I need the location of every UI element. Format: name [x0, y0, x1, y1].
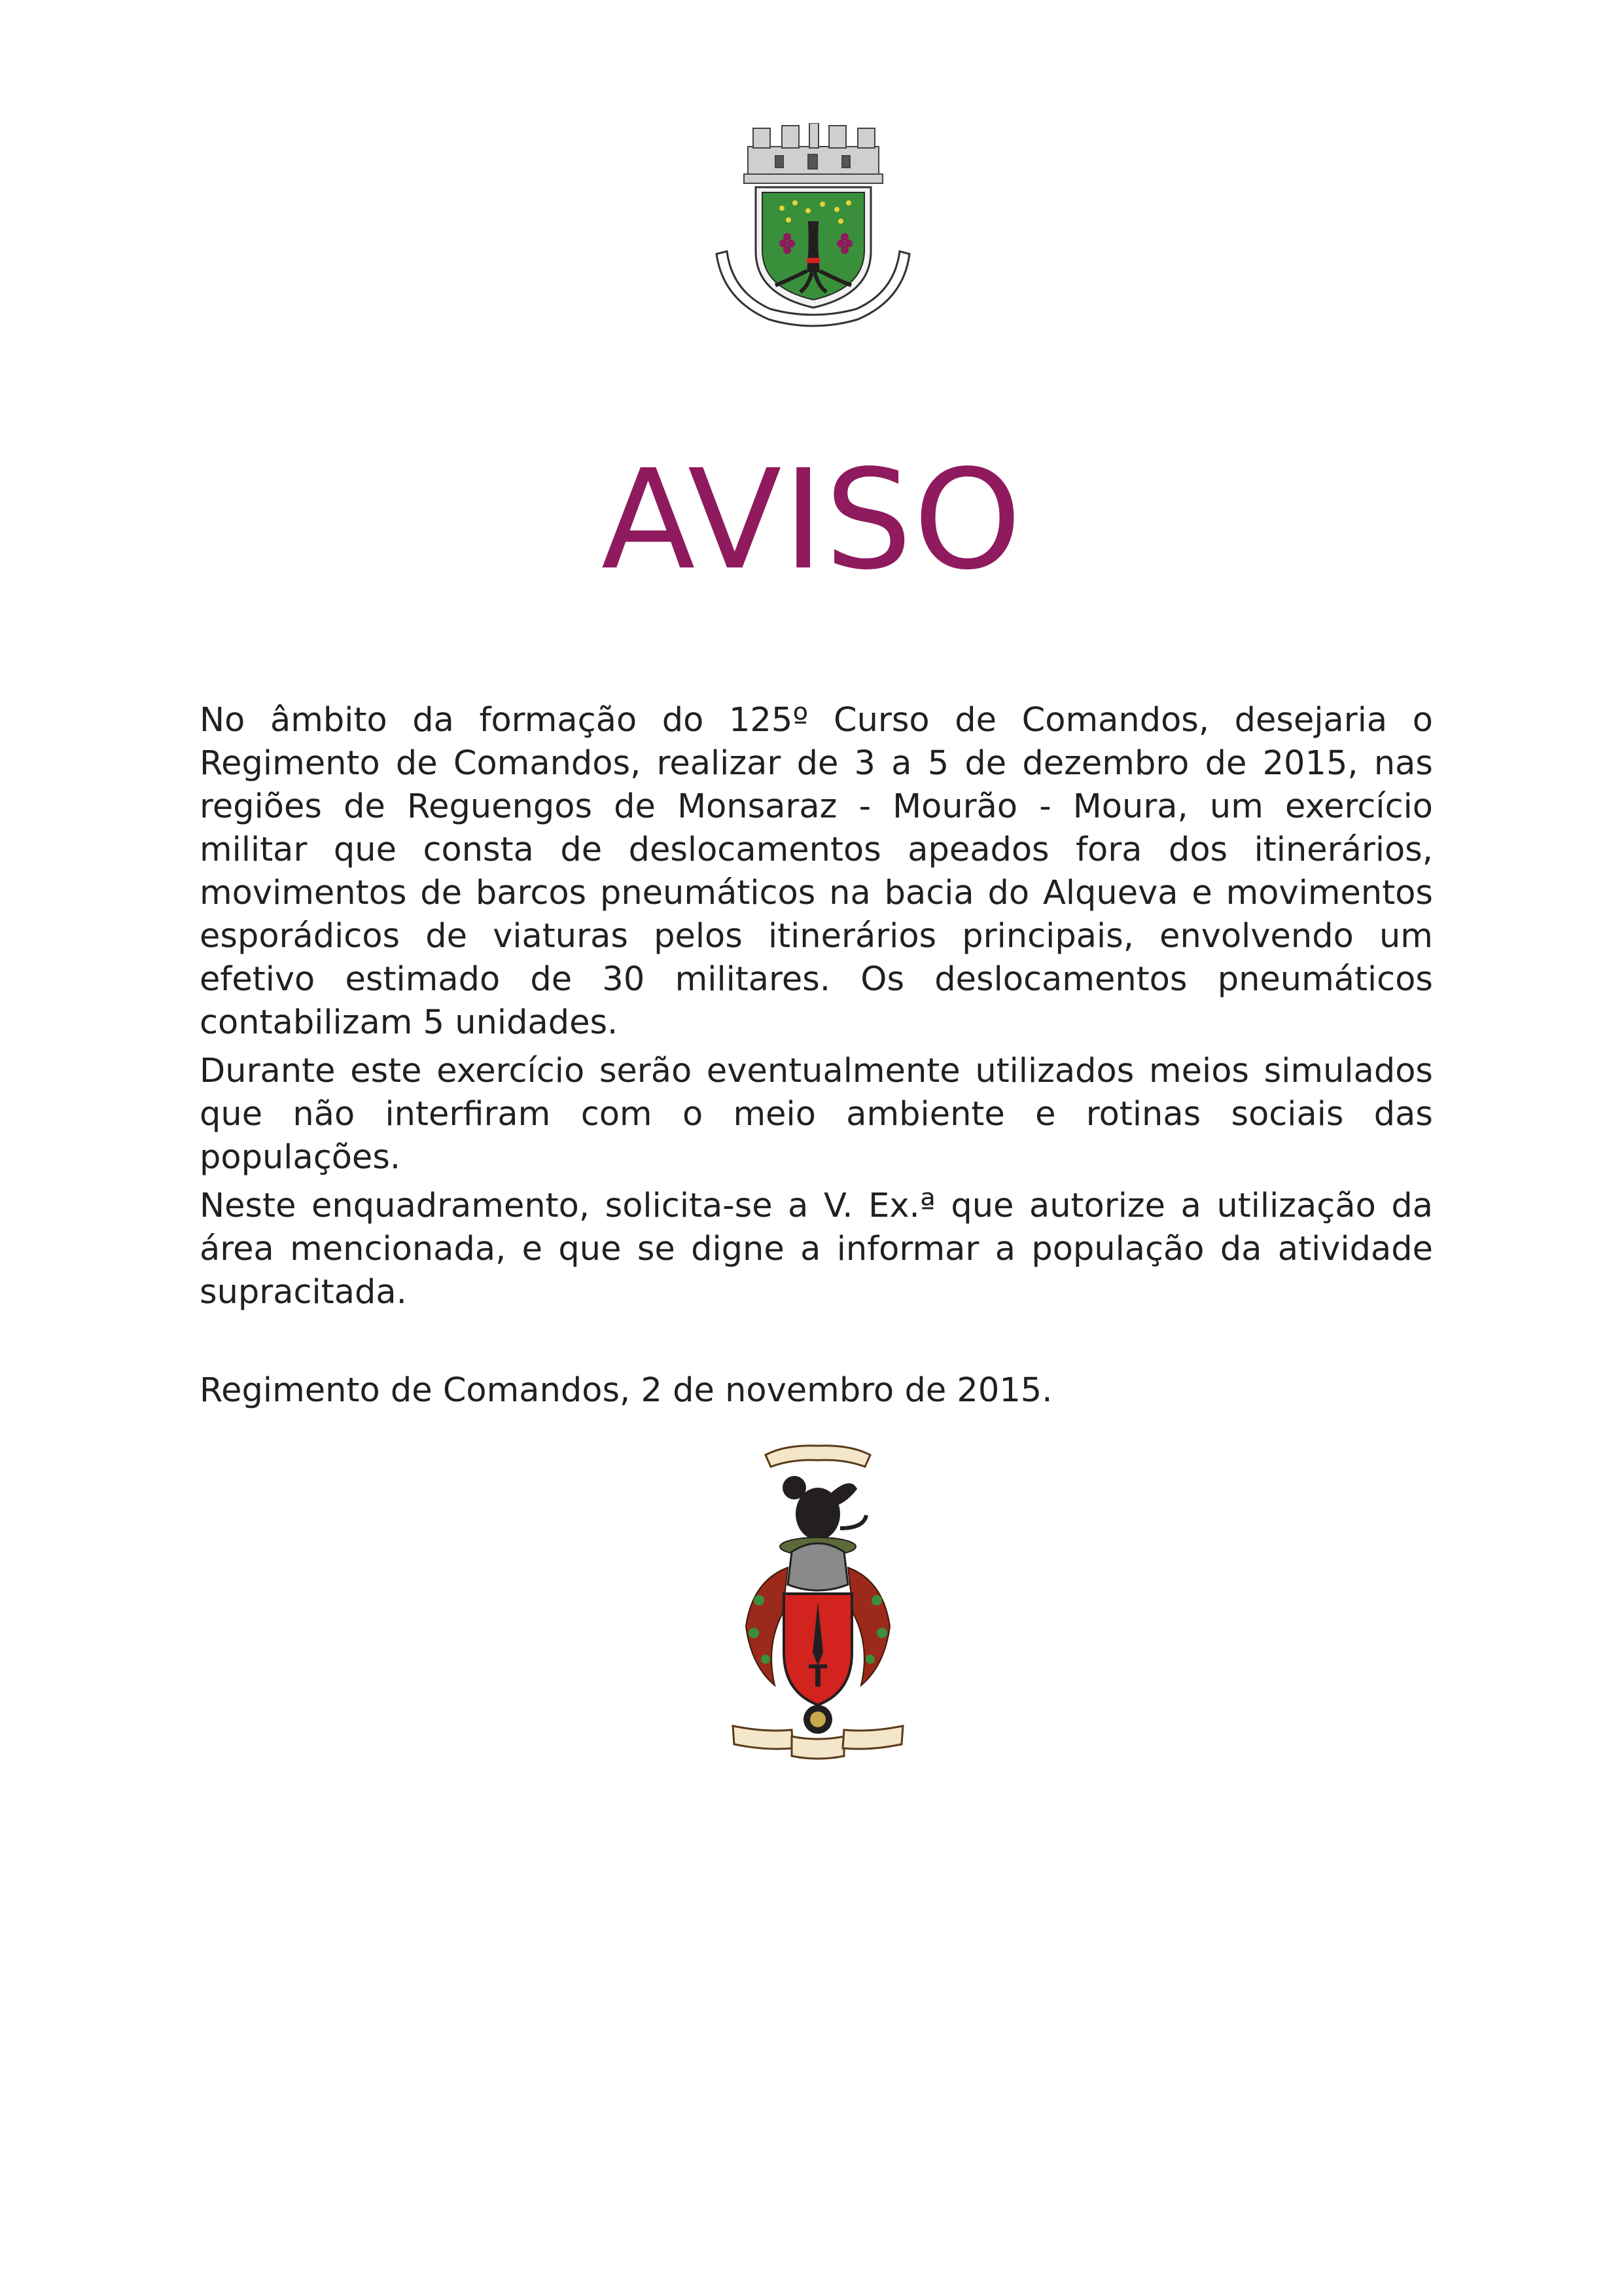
notice-body: [200, 699, 1433, 1412]
top-scroll: [766, 1446, 870, 1467]
paragraph: Neste enquadramento, solicita-se a V. Ex.ª que autorize a utilização da área mencionada, e que se digne a informar a população da atividade supracitada.: [200, 1187, 1433, 1312]
comandos-coat-of-arms-icon: [720, 1437, 916, 1770]
page-title: AVISO: [601, 440, 1023, 600]
signature-line: Regimento de Comandos, 2 de novembro de 2015.: [200, 1371, 1053, 1410]
mural-crown: [744, 123, 883, 183]
municipal-coat-of-arms-icon: [710, 123, 916, 332]
paragraph: Durante este exercício serão eventualmente utilizados meios simulados que não interfiram com o meio ambiente e rotinas sociais das populações.: [200, 1052, 1433, 1177]
panther: [783, 1476, 866, 1540]
paragraph: No âmbito da formação do 125º Curso de Comandos, desejaria o Regimento de Comandos, realizar de 3 a 5 de dezembro de 2015, nas regiões de Reguengos de Monsaraz - Mourão - Moura, um exercício militar que consta de deslocamentos apeados fora dos itinerários, movimentos de barcos pneumáticos na bacia do Alqueva e movimentos esporádicos de viaturas pelos itinerários principais, envolvendo um efetivo estimado de 30 militares. Os deslocamentos pneumáticos contabilizam 5 unidades.: [200, 701, 1433, 1042]
